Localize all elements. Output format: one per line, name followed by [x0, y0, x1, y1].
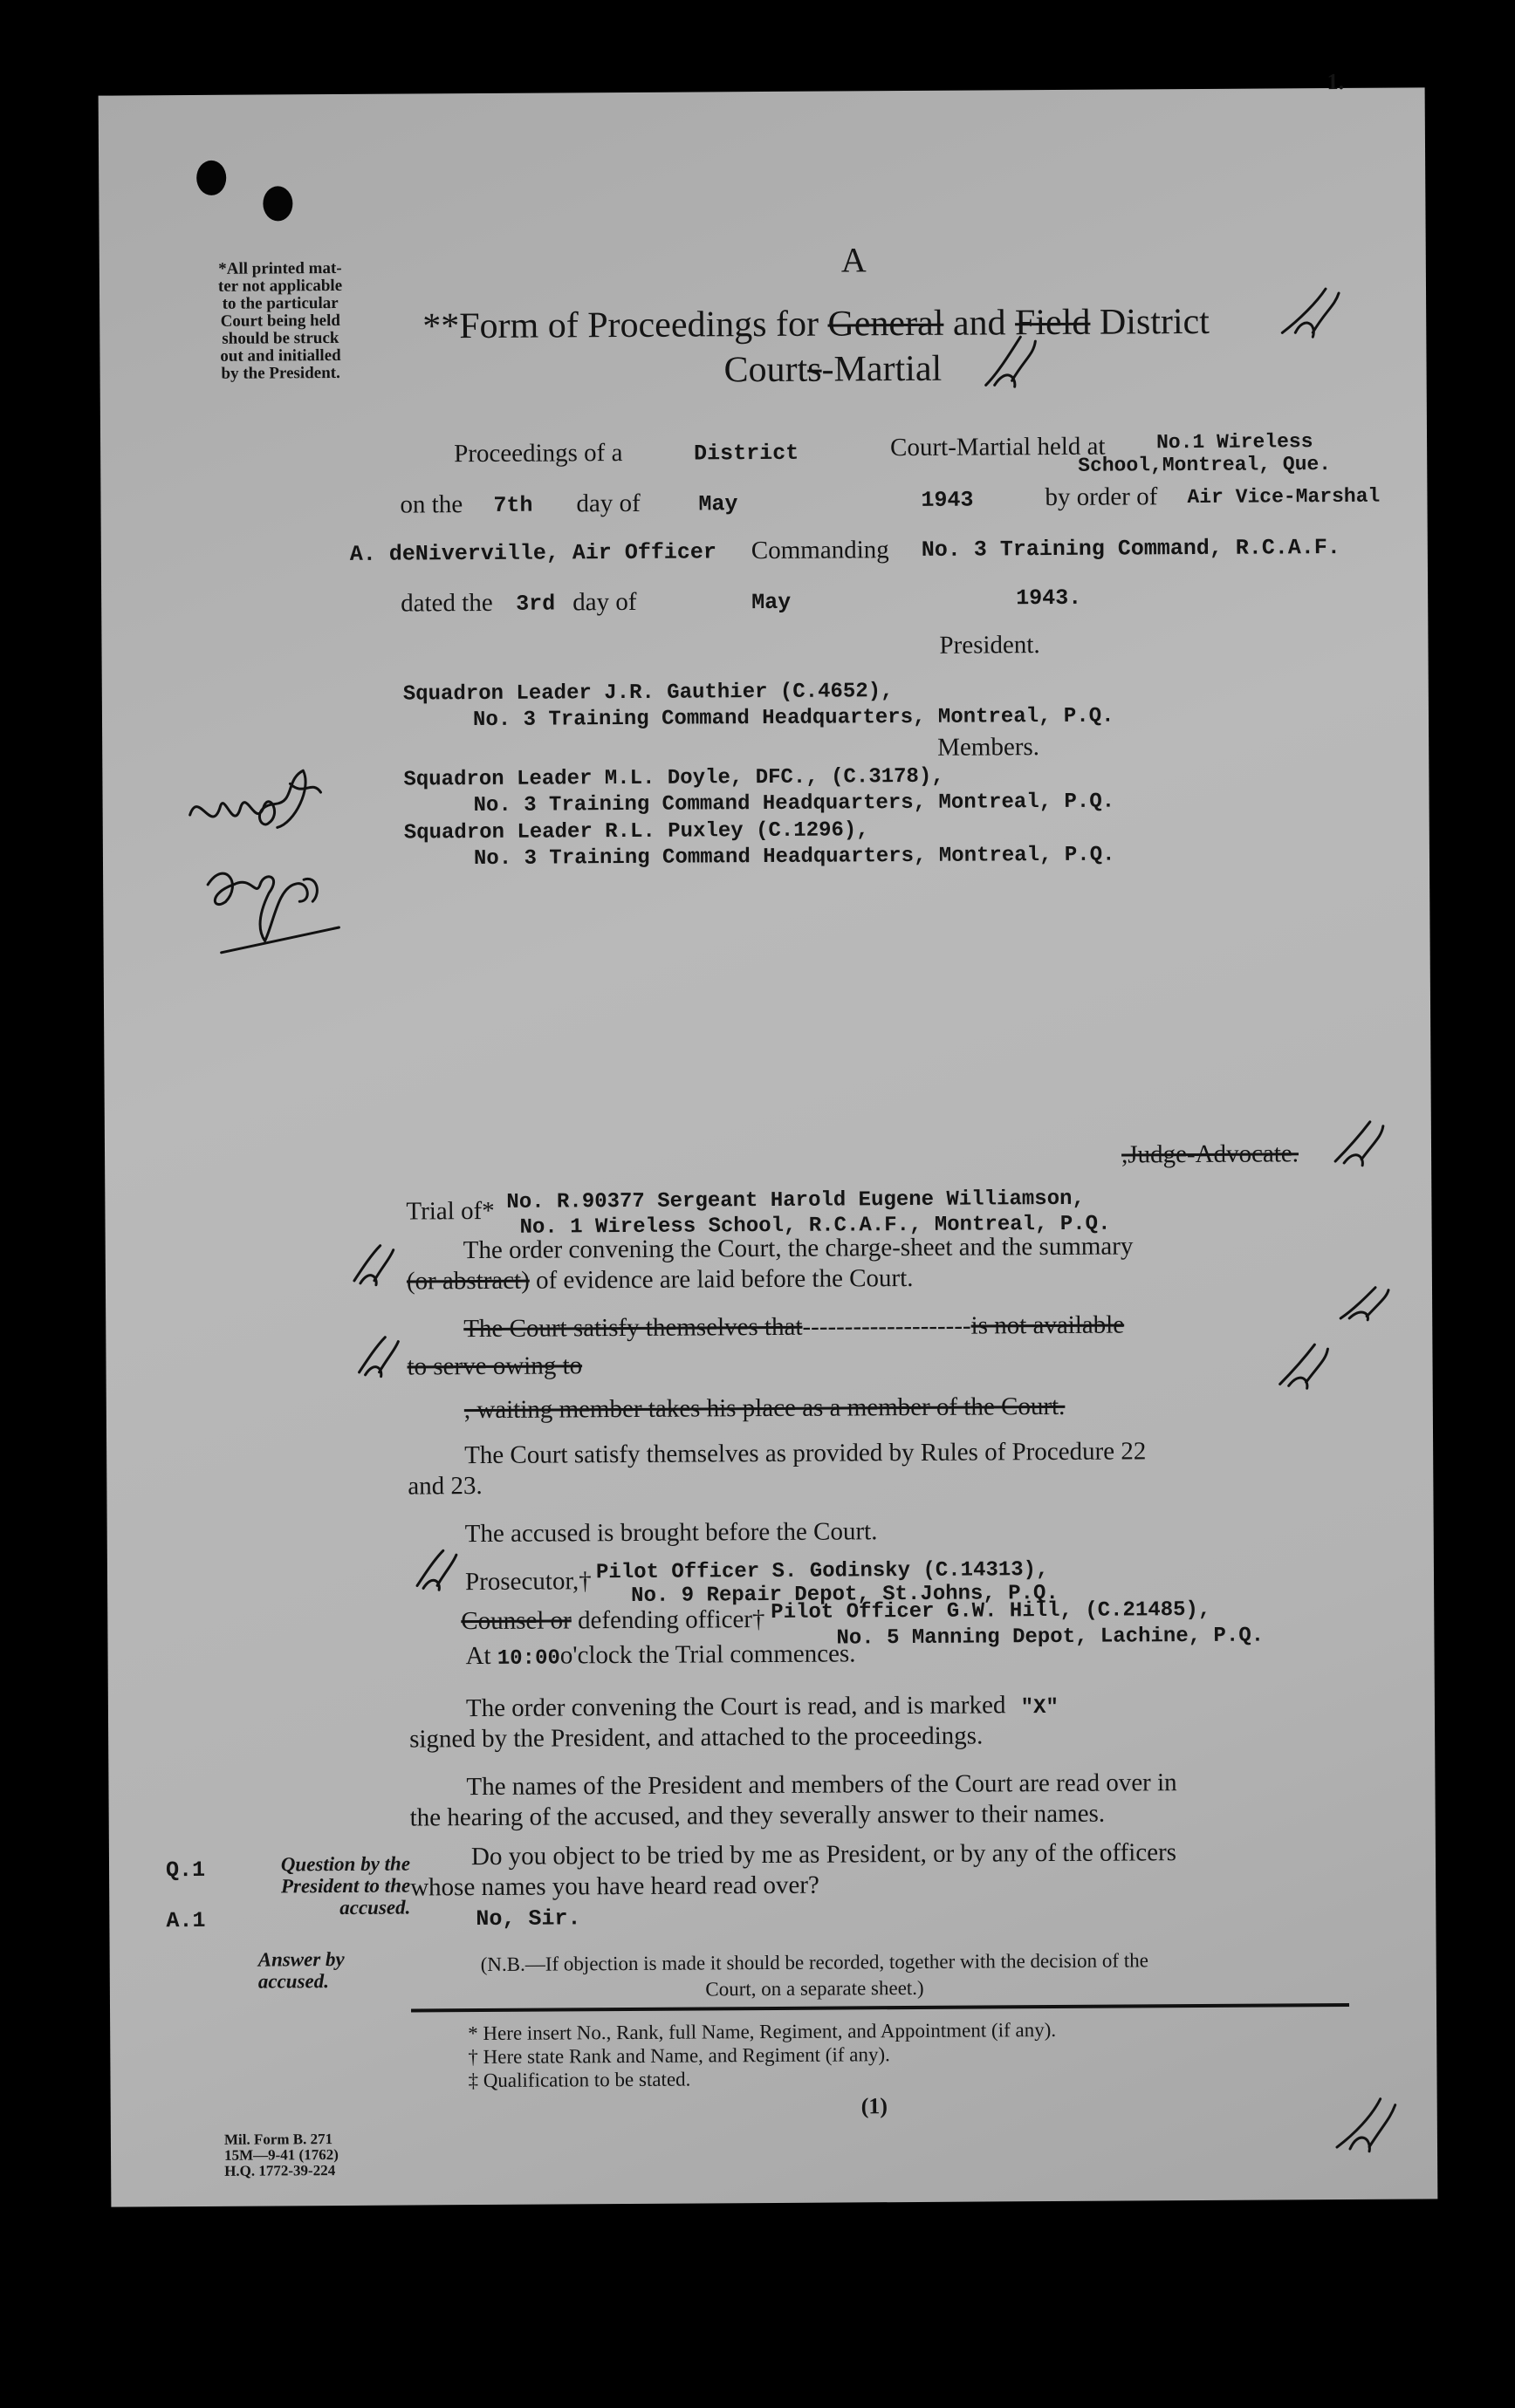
- prosecutor-unit: No. 9 Repair Depot, St.Johns, P.Q.: [631, 1581, 1059, 1608]
- day-value: 7th: [493, 492, 533, 518]
- para-order-line1: The order convening the Court, the charge-sheet and the summary: [463, 1232, 1134, 1265]
- by-order-label: by order of: [1045, 482, 1158, 512]
- defending-name: Pilot Officer G.W. Hill, (C.21485),: [771, 1597, 1211, 1625]
- para-read-line2: signed by the President, and attached to the proceedings.: [409, 1721, 984, 1754]
- handwritten-initials: [172, 753, 356, 954]
- commanding-label: Commanding: [751, 536, 889, 565]
- nb-note: (N.B.—If objection is made it should be recorded, together with the decision of the Court, on a separate sheet.): [480, 1949, 1148, 2001]
- initial-mark: [1331, 1118, 1392, 1170]
- a1-label: A.1: [166, 1907, 206, 1934]
- initial-mark: [1336, 1283, 1397, 1323]
- q1-text-line1: Do you object to be tried by me as President, or by any of the officers: [470, 1838, 1177, 1871]
- page-marker: (1): [860, 2093, 888, 2119]
- court-type: District: [694, 440, 799, 467]
- trial-commence: At 10:00o'clock the Trial commences.: [465, 1639, 856, 1671]
- divider-line: [411, 2003, 1349, 2013]
- q1-note: Question by the President to the accused.: [280, 1852, 411, 1919]
- defending-unit: No. 5 Manning Depot, Lachine, P.Q.: [836, 1624, 1265, 1651]
- page-number: 1.: [1326, 68, 1345, 95]
- para-rules-line2: and 23.: [408, 1472, 483, 1501]
- form-title-line2: Courts-Martial: [723, 348, 943, 391]
- member-line: No. 3 Training Command Headquarters, Montreal, P.Q.: [473, 790, 1115, 818]
- member-line: Squadron Leader R.L. Puxley (C.1296),: [403, 818, 869, 845]
- day-of-label: day of: [576, 489, 641, 518]
- initial-mark: [1278, 284, 1347, 345]
- q1-text-line2: whose names you have heard read over?: [410, 1871, 819, 1902]
- dated-day-of: day of: [572, 587, 637, 617]
- a1-note: Answer by accused.: [257, 1947, 345, 1993]
- prosecutor-label: Prosecutor,†: [464, 1567, 592, 1597]
- dated-label: dated the: [401, 588, 493, 618]
- year-value: 1943: [921, 487, 974, 513]
- authority-rank: Air Vice-Marshal: [1187, 484, 1381, 510]
- struck-para-line1: The Court satisfy themselves that--------------------is not available: [463, 1310, 1125, 1344]
- initial-mark: [1275, 1340, 1336, 1392]
- dated-day: 3rd: [516, 591, 556, 617]
- footnotes: * Here insert No., Rank, full Name, Regiment, and Appointment (if any). † Here state Rank and Name, and Regiment (if any). ‡ Qualification to be stated.: [468, 2019, 1057, 2092]
- member-line: Squadron Leader M.L. Doyle, DFC., (C.3178),: [403, 764, 944, 792]
- location-line1: No.1 Wireless: [1155, 430, 1313, 455]
- struck-para-line3: , waiting member takes his place as a member of the Court.: [463, 1392, 1066, 1425]
- defending-label: Counsel or defending officer†: [461, 1605, 765, 1636]
- form-title: **Form of Proceedings for General and Field District: [422, 301, 1210, 347]
- struck-para-line2: to serve owing to: [407, 1351, 583, 1381]
- member-line: No. 3 Training Command Headquarters, Montreal, P.Q.: [473, 843, 1115, 872]
- dated-month: May: [751, 589, 792, 616]
- accused-name: No. R.90377 Sergeant Harold Eugene Williamson,: [506, 1187, 1085, 1214]
- on-the-label: on the: [400, 490, 463, 519]
- punch-hole: [263, 186, 292, 221]
- dated-year: 1943.: [1016, 585, 1082, 612]
- trial-label: Trial of*: [406, 1196, 495, 1226]
- members-label: Members.: [937, 733, 1040, 762]
- president-line2: No. 3 Training Command Headquarters, Montreal, P.Q.: [472, 704, 1114, 733]
- q1-label: Q.1: [165, 1857, 206, 1884]
- judge-advocate: ,Judge-Advocate.: [1121, 1139, 1299, 1169]
- location-line2: School,Montreal, Que.: [1078, 453, 1332, 477]
- authority-name: A. deNiverville, Air Officer: [349, 539, 716, 567]
- authority-command: No. 3 Training Command, R.C.A.F.: [921, 534, 1340, 563]
- para-order-line2: (or abstract) of evidence are laid before the Court.: [406, 1263, 914, 1296]
- initial-mark: [350, 1242, 402, 1290]
- punch-hole: [196, 161, 226, 195]
- document-page: [99, 68, 1438, 2206]
- accused-unit: No. 1 Wireless School, R.C.A.F., Montreal, P.Q.: [519, 1212, 1111, 1240]
- para-names-line2: the hearing of the accused, and they severally answer to their names.: [409, 1799, 1106, 1832]
- president-label: President.: [939, 631, 1040, 660]
- initial-mark: [354, 1333, 407, 1381]
- para-brought: The accused is brought before the Court.: [464, 1517, 878, 1549]
- proceedings-label: Proceedings of a: [454, 439, 623, 469]
- margin-note: *All printed mat- ter not applicable to the particular Court being held should be struck out and initialled by the President.: [217, 258, 343, 383]
- held-at-label: Court-Martial held at: [890, 432, 1106, 462]
- para-rules-line1: The Court satisfy themselves as provided by Rules of Procedure 22: [464, 1437, 1147, 1470]
- prosecutor-name: Pilot Officer S. Godinsky (C.14313),: [595, 1558, 1049, 1585]
- para-names-line1: The names of the President and members of the Court are read over in: [466, 1768, 1177, 1802]
- para-read-line1: The order convening the Court is read, and is marked "X": [465, 1691, 1059, 1723]
- initial-mark: [413, 1546, 465, 1594]
- a1-text: No, Sir.: [476, 1905, 581, 1933]
- initial-mark: [981, 332, 1042, 393]
- president-line1: Squadron Leader J.R. Gauthier (C.4652),: [402, 680, 894, 707]
- form-letter: A: [840, 240, 867, 280]
- initial-mark: [1333, 2095, 1402, 2156]
- form-reference: Mil. Form B. 271 15M—9-41 (1762) H.Q. 1772-39-224: [223, 2131, 339, 2179]
- month-value: May: [698, 491, 738, 517]
